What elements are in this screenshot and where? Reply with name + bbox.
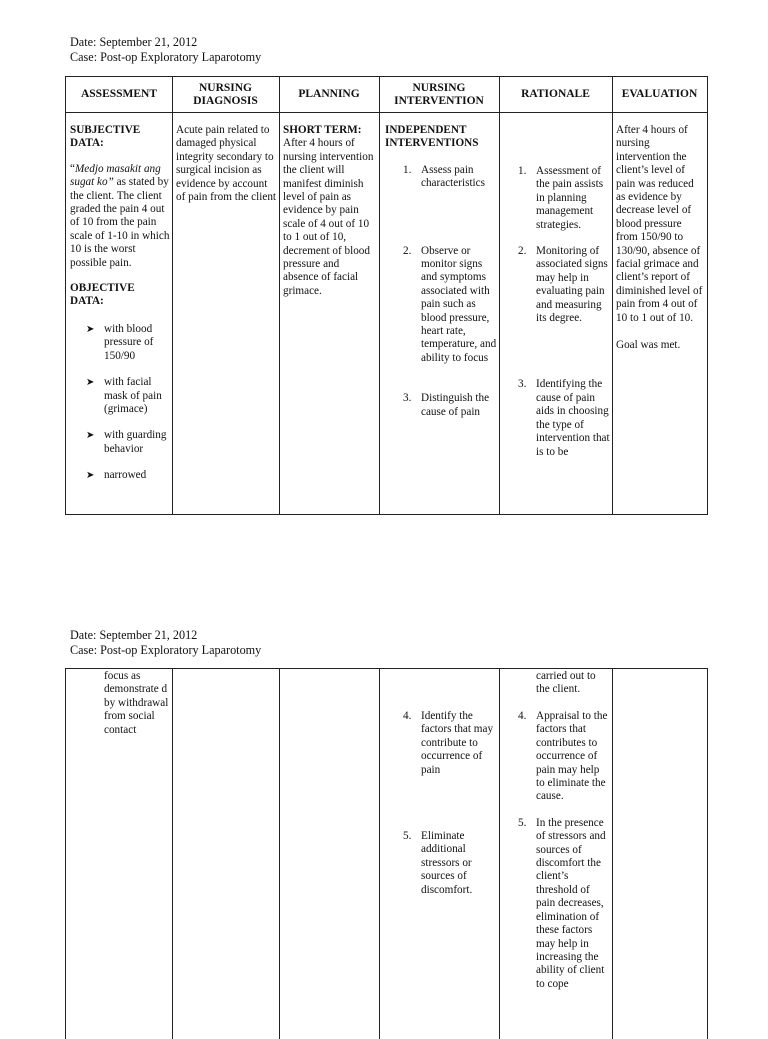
objective-item: ➤ with blood pressure of 150/90 bbox=[86, 322, 154, 362]
planning-cell bbox=[283, 124, 377, 298]
rationale-cell-page2 bbox=[500, 710, 610, 991]
rationale-item: 1. Assessment of the pain assists in planning management strategies. bbox=[518, 165, 604, 231]
header-assessment: ASSESSMENT bbox=[80, 88, 158, 100]
care-plan-table-page1 bbox=[65, 76, 708, 515]
independent-interventions-title: INDEPENDENT INTERVENTIONS bbox=[385, 124, 479, 150]
nursing-diagnosis-cell: Acute pain related to damaged physical integrity secondary to surgical incision as evidence by account of pain from the client bbox=[176, 124, 277, 204]
rationale-item: 4. Appraisal to the factors that contributes to occurrence of pain may help to eliminate the cause. bbox=[518, 710, 608, 803]
intervention-item: 3. Distinguish the cause of pain bbox=[403, 392, 490, 418]
arrow-bullet-icon: ➤ bbox=[86, 323, 95, 335]
header-nursing-diagnosis: NURSING DIAGNOSIS bbox=[193, 81, 258, 107]
rationale-item: 5. In the presence of stressors and sources of discomfort the client’s threshold of pain decreases, elimination of these factors may help in increasing the ability of client to cope bbox=[518, 816, 606, 990]
objective-item: ➤ with facial mask of pain (grimace) bbox=[86, 376, 162, 415]
header-evaluation: EVALUATION bbox=[621, 88, 698, 100]
arrow-bullet-icon: ➤ bbox=[86, 430, 95, 442]
rationale-cell bbox=[500, 165, 610, 459]
page2-date: Date: September 21, 2012 bbox=[70, 628, 198, 642]
objective-data-title: OBJECTIVE DATA: bbox=[70, 282, 135, 308]
rationale-item: 3. Identifying the cause of pain aids in choosing the type of intervention that is to be bbox=[518, 378, 610, 458]
page1-date: Date: September 21, 2012 bbox=[70, 35, 198, 49]
objective-item: ➤ with guarding behavior bbox=[86, 429, 167, 455]
care-plan-table-page2 bbox=[65, 668, 708, 1039]
goal-status: Goal was met. bbox=[616, 339, 681, 352]
intervention-item: 2. Observe or monitor signs and symptoms associated with pain such as blood pressure, heart rate, temperature, and ability to focus bbox=[403, 244, 497, 364]
header-planning: PLANNING bbox=[298, 88, 360, 100]
arrow-bullet-icon: ➤ bbox=[86, 377, 95, 389]
assessment-cell bbox=[70, 124, 170, 483]
intervention-cell bbox=[385, 124, 497, 419]
intervention-item: 5. Eliminate additional stressors or sources of discomfort. bbox=[403, 830, 473, 896]
objective-data-list bbox=[70, 323, 170, 483]
header-rationale: RATIONALE bbox=[521, 88, 590, 100]
evaluation-text: After 4 hours of nursing intervention the client’s level of pain was reduced as evidence by decrease level of blood pressure from 150/90 to 130/90, absence of facial grimace and client’s report of diminished level of pain from 4 out of 10 to 1 out of 10. bbox=[616, 124, 703, 324]
evaluation-cell bbox=[616, 124, 705, 353]
patient-quote: Medjo masakit ang sugat ko” bbox=[70, 162, 161, 189]
page2-case: Case: Post-op Exploratory Laparotomy bbox=[70, 643, 262, 657]
objective-item: ➤ narrowed bbox=[86, 469, 147, 482]
intervention-item: 1. Assess pain characteristics bbox=[403, 163, 485, 190]
subjective-data-text: “Medjo masakit ang sugat ko” as stated by the client. The client graded the pain 4 out of 10 from the pain scale of 1-10 in which 10 is the worst possible pain. bbox=[70, 162, 170, 269]
rationale-item: 2. Monitoring of associated signs may help in evaluating pain and measuring its degree. bbox=[518, 245, 608, 325]
intervention-item: 4. Identify the factors that may contribute to occurrence of pain bbox=[403, 710, 494, 776]
short-term-title: SHORT TERM: bbox=[283, 124, 362, 136]
page1-case: Case: Post-op Exploratory Laparotomy bbox=[70, 50, 262, 64]
header-nursing-intervention: NURSING INTERVENTION bbox=[394, 81, 484, 107]
rationale-continued: carried out to the client. bbox=[536, 670, 596, 696]
subjective-data-title: SUBJECTIVE DATA: bbox=[70, 124, 141, 150]
planning-text: After 4 hours of nursing intervention the client will manifest diminish level of pain as evidence by pain scale of 4 out of 10 to 1 out of 10, decrement of blood pressure and absence of facial grimace. bbox=[283, 137, 374, 297]
intervention-cell-page2 bbox=[385, 710, 497, 897]
arrow-bullet-icon: ➤ bbox=[86, 470, 95, 482]
assessment-continued: focus as demonstrate d by withdrawal from social contact bbox=[104, 670, 169, 736]
